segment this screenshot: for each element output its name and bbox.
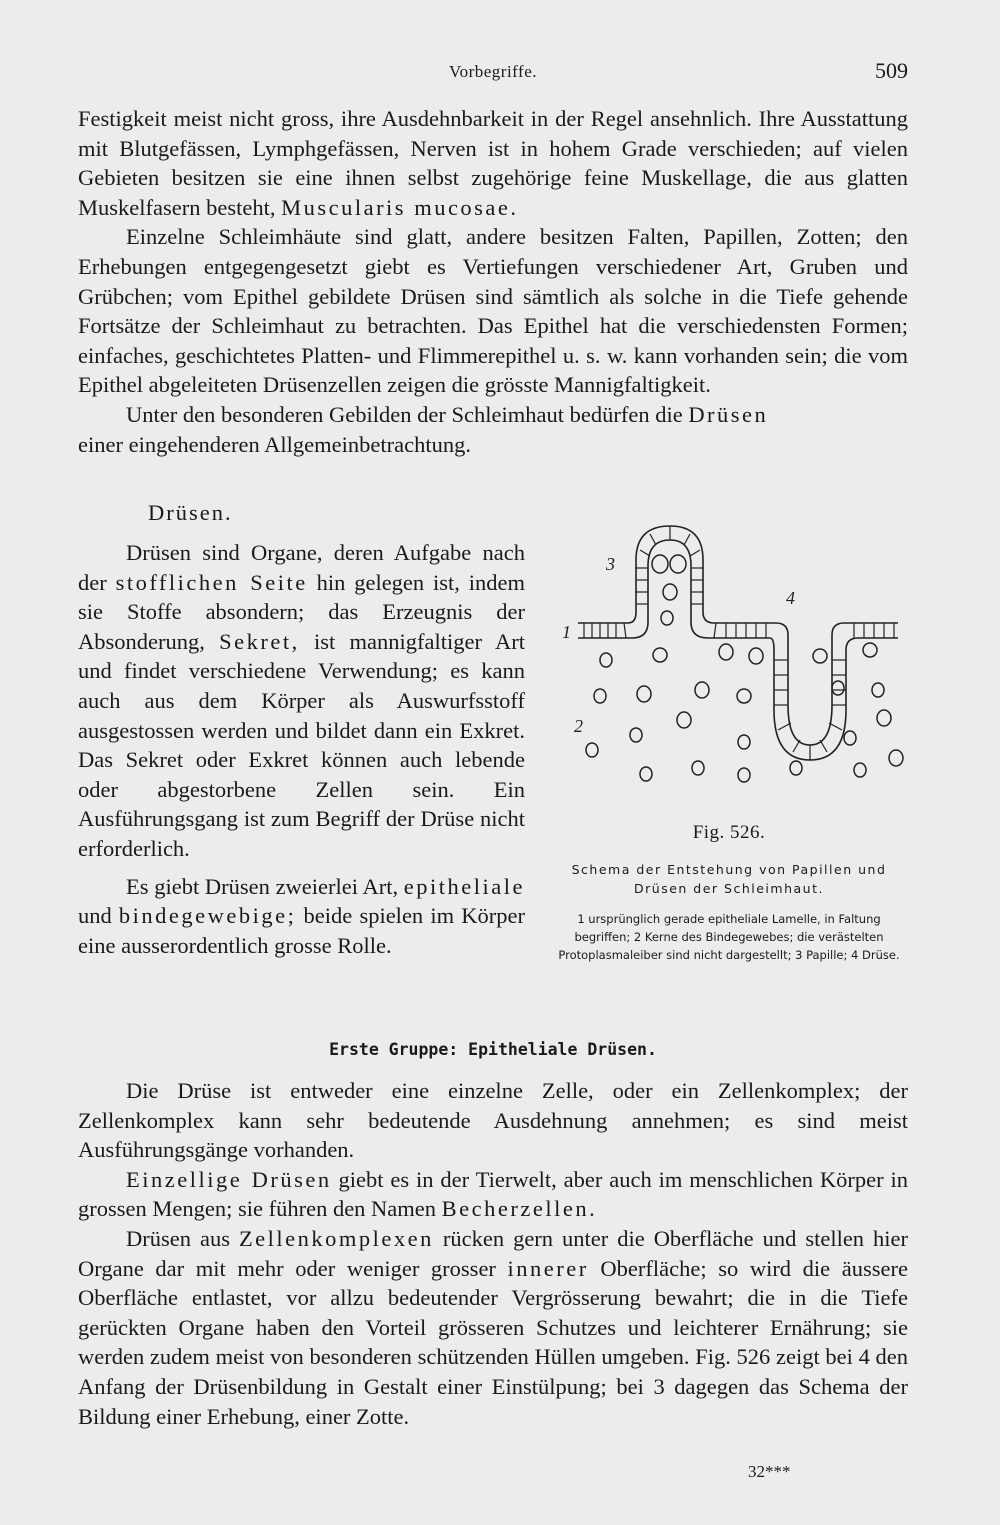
paragraph-einzellige: Einzellige Drüsen giebt es in der Tierwelt, aber auch im menschlichen Körper in grossen Mengen; sie führen den Namen Becherzellen. (78, 1166, 908, 1222)
connective-tissue-nuclei (586, 555, 903, 782)
paragraph-zellenkomplexe: Drüsen aus Zellenkomplexen rücken gern unter die Oberfläche und stellen hier Organe dar mit mehr oder weniger grosser innerer Oberfläche; so wird die äussere Oberfläche entlastet, vor allzu bedeutender Vergrösserung bewahrt; die in die Tiefe gerückten Organe haben den Vorteil grösseren Schutzes und leichterer Ernährung; sie werden zudem meist von besonderen schützenden Hüllen umgeben. Fig. 526 zeigt bei 4 den Anfang der Drüsenbildung in Gestalt einer Einstülpung; bei 3 dagegen das Schema der Bildung einer Erhebung, einer Zotte. (78, 1225, 909, 1429)
figure-526 (548, 520, 910, 990)
paragraph-druese: Die Drüse ist entweder eine einzelne Zelle, oder ein Zellenkomplex; der Zellenkomplex kann sehr bedeutende Ausdehnung annehmen; es sind meist Ausführungsgänge vorhanden. (78, 1078, 908, 1163)
printer-signature: 32*** (748, 1462, 791, 1481)
paragraph-schleimhaeute: Einzelne Schleimhäute sind glatt, andere besitzen Falten, Papillen, Zotten; den Erhebungen entgegengesetzt giebt es Vertiefungen verschiedener Art, Gruben und Grübchen; vom Epithel gebildete Drüsen sind sämtlich als solche in die Tiefe gehende Fortsätze der Schleimhaut zu betrachten. Das Epithel hat die verschiedensten Formen; einfaches, geschichtetes Platten- und Flimmerepithel u. s. w. kann vorhanden sein; die vom Epithel abgeleiteten Drüsenzellen zeigen die grösste Mannigfaltigkeit. (78, 224, 908, 398)
figure-label-2: 2 (574, 716, 583, 736)
paragraph-continuation: Festigkeit meist nicht gross, ihre Ausdehnbarkeit in der Regel ansehnlich. Ihre Ausstattung mit Blutgefässen, Lymphgefässen, Nerven ist in hohem Grade verschieden; auf vielen Gebieten besitzen sie eine ihnen selbst zugehörige feine Muskellage, die aus glatten Muskelfasern besteht, Muscularis mucosae. (78, 106, 908, 220)
paragraph-druesen-arten: Es giebt Drüsen zweierlei Art, epitheliale und bindegewebige; beide spielen im Körper eine ausserordentlich grosse Rolle. (78, 873, 525, 958)
figure-illustration (548, 520, 910, 820)
subheading-erste-gruppe: Erste Gruppe: Epitheliale Drüsen. (329, 1040, 657, 1059)
paragraph-gebilde: Unter den besonderen Gebilden der Schleimhaut bedürfen die Drüsen (126, 401, 769, 427)
figure-title: Schema der Entstehung von Papillen und Drüsen der Schleimhaut. (571, 862, 887, 896)
figure-label-4: 4 (786, 588, 795, 608)
bottom-text-block (78, 1076, 908, 1431)
running-head (78, 58, 908, 88)
paragraph-druesen-definition: Drüsen sind Organe, deren Aufgabe nach der stofflichen Seite hin gelegen ist, indem sie Stoffe absondern; das Erzeugnis der Absonderung, Sekret, ist mannigfaltiger Art und findet verschiedene Verwendung; es kann auch aus dem Körper als Auswurfsstoff ausgestossen werden und bildet dann ein Exkret. Das Sekret oder Exkret können auch lebende oder abgestorbene Zellen sein. Ein Ausführungsgang ist zum Begriff der Drüse nicht erforderlich. (78, 540, 525, 861)
left-column (78, 500, 525, 960)
figure-number: Fig. 526. (692, 822, 766, 843)
figure-caption: 1 ursprünglich gerade epitheliale Lamelle, in Faltung begriffen; 2 Kerne des Bindegewebes; die verästelten Protoplasmaleiber sind nicht dargestellt; 3 Papille; 4 Drüse. (558, 912, 900, 962)
section-heading-druesen: Drüsen. (148, 500, 233, 525)
running-title: Vorbegriffe. (449, 62, 537, 81)
paragraph-gebilde-end: einer eingehenderen Allgemeinbetrachtung. (78, 431, 471, 457)
figure-label-3: 3 (606, 554, 615, 574)
term-druesen: Drüsen (688, 401, 769, 427)
page-number: 509 (875, 58, 908, 83)
top-text-block (78, 104, 908, 459)
term-muscularis: Muscularis mucosae. (281, 194, 519, 220)
figure-label-1: 1 (562, 622, 571, 642)
